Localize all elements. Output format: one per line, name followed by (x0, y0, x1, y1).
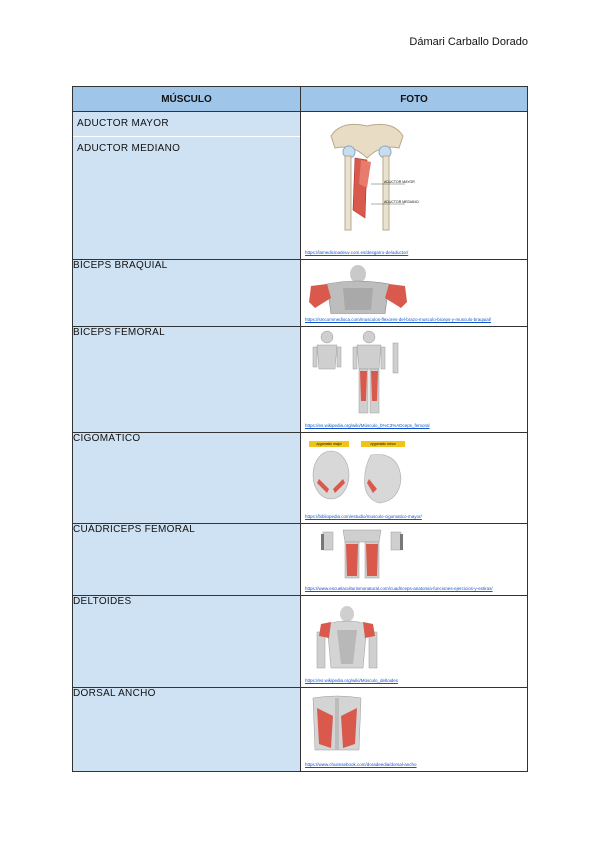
zygomatic-label-left: zygomatic major (309, 441, 349, 447)
torso-biceps-image (307, 264, 409, 314)
photo-cell (301, 260, 528, 327)
photo-cell (301, 112, 528, 260)
source-link[interactable]: https://smcommedioca.com/musculos-flexores-del-brazo-musculo-biceps-y-musculo-braquial/ (305, 317, 492, 322)
photo-cell (301, 327, 528, 433)
pelvis-adductors-image (321, 118, 413, 236)
zygomatic-label-right: zygomatic minor (361, 441, 405, 447)
body-hamstrings-image (309, 329, 401, 415)
back-latissimus-image (309, 694, 365, 752)
source-link[interactable]: https://www.chuimsebook.com/doradeedia/dorsal-ancho (305, 762, 417, 767)
muscle-name: DELTOIDES (73, 596, 301, 688)
header-photo: FOTO (301, 87, 528, 112)
photo-cell (301, 596, 528, 688)
muscle-name: DORSAL ANCHO (73, 688, 301, 772)
muscle-table (72, 86, 528, 772)
source-link[interactable]: https://www.escuelaculturismonatural.com/cuadriceps-anatomia-funciones-ejercicios-y-estiras/ (305, 586, 493, 591)
muscle-name: ADUCTOR MAYOR (73, 112, 300, 137)
muscle-name: BÍCEPS FEMORAL (73, 327, 301, 433)
label-adductor-major: ADUCTOR MAYOR (384, 180, 415, 184)
photo-cell (301, 433, 528, 524)
table-row (73, 260, 528, 327)
source-link[interactable]: https://lamedicinadeuv.com.es/desgarro-de/aductor/ (305, 250, 409, 255)
table-row (73, 327, 528, 433)
table-header-row (73, 87, 528, 112)
table-row (73, 112, 528, 260)
muscle-name: BÍCEPS BRAQUIAL (73, 260, 301, 327)
photo-cell (301, 688, 528, 772)
muscle-name: ADUCTOR MEDIANO (77, 143, 181, 154)
source-link[interactable]: https://es.wikipedia.org/wiki/Músculo_deltoides (305, 678, 399, 683)
muscle-name: CIGOMÁTICO (73, 433, 301, 524)
legs-quadriceps-image (321, 528, 403, 580)
source-link[interactable]: https://bibliopedia.com/estudio/musculo-cigomatico-mayor/ (305, 514, 422, 519)
table-row (73, 688, 528, 772)
muscle-name: CUÁDRICEPS FEMORAL (73, 524, 301, 596)
table-row (73, 524, 528, 596)
table-row (73, 596, 528, 688)
source-link[interactable]: https://es.wikipedia.org/wiki/Músculo_b%C3%ADceps_femoral (305, 423, 430, 428)
heads-zygomatic-image (309, 449, 409, 505)
table-row (73, 433, 528, 524)
back-deltoids-image (313, 606, 381, 674)
document-author: Dámari Carballo Dorado (409, 36, 528, 48)
muscle-name-cell (73, 112, 301, 260)
header-muscle: MÚSCULO (73, 87, 301, 112)
label-adductor-medius: ADUCTOR MEDIANO (384, 200, 419, 204)
photo-cell (301, 524, 528, 596)
